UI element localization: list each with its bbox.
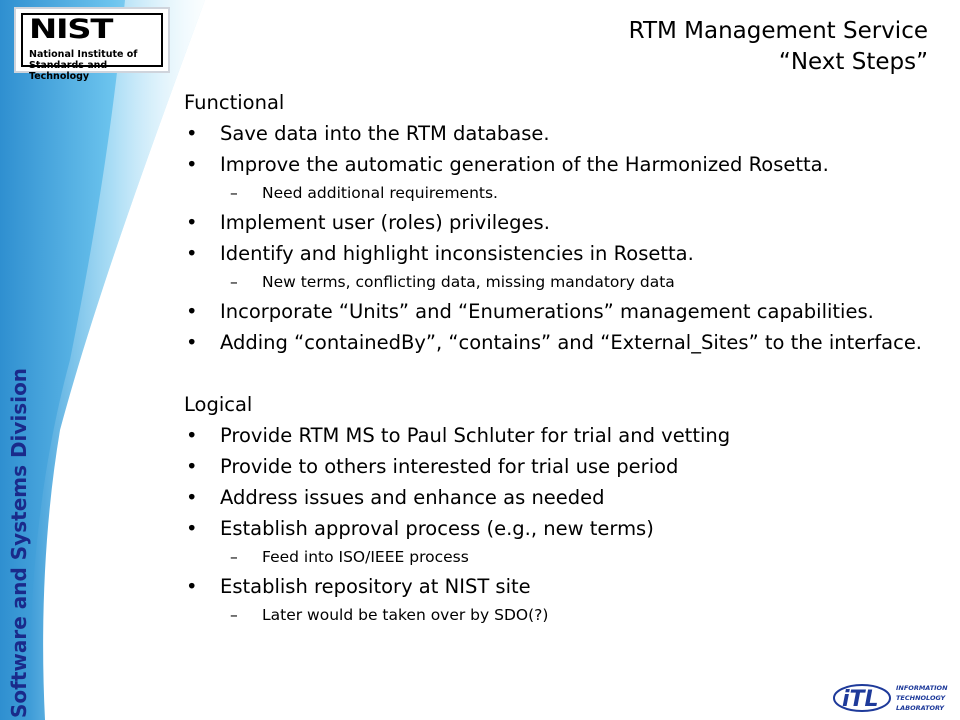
dash-glyph: – — [230, 548, 238, 566]
sub-bullet-text: New terms, conflicting data, missing mandatory data — [262, 273, 675, 291]
functional-heading: Functional — [184, 91, 285, 114]
bullet-text: Adding “containedBy”, “contains” and “External_Sites” to the interface. — [220, 331, 923, 354]
bullet-item — [184, 327, 960, 358]
bullet-item — [184, 118, 960, 149]
itl-logo-line-3: LABORATORY — [896, 704, 945, 712]
sub-bullet-item — [184, 180, 960, 207]
bullet-glyph: • — [186, 517, 198, 540]
itl-logo-line-2: TECHNOLOGY — [896, 694, 946, 702]
bullet-item — [184, 513, 960, 544]
bullet-glyph: • — [186, 455, 198, 478]
bullet-glyph: • — [186, 424, 198, 447]
bullet-text: Implement user (roles) privileges. — [220, 211, 550, 234]
bullet-glyph: • — [186, 486, 198, 509]
slide-title-line-2: “Next Steps” — [778, 49, 928, 75]
bullet-text: Provide RTM MS to Paul Schluter for trial and vetting — [220, 424, 731, 447]
section-spacer — [184, 358, 960, 390]
bullet-glyph: • — [186, 242, 198, 265]
bullet-item — [184, 149, 960, 180]
itl-logo-mark: iTL — [842, 687, 879, 712]
bullet-text: Establish approval process (e.g., new terms) — [220, 517, 654, 540]
slide-body — [184, 88, 960, 629]
logical-heading: Logical — [184, 393, 253, 416]
bullet-item — [184, 571, 960, 602]
bullet-glyph: • — [186, 575, 198, 598]
bullet-item — [184, 451, 960, 482]
itl-logo — [832, 680, 950, 714]
dash-glyph: – — [230, 273, 238, 291]
bullet-glyph: • — [186, 211, 198, 234]
bullet-text: Identify and highlight inconsistencies in Rosetta. — [220, 242, 694, 265]
division-label: Software and Systems Division — [7, 367, 31, 718]
nist-logo — [14, 7, 170, 82]
bullet-glyph: • — [186, 300, 198, 323]
bullet-item — [184, 482, 960, 513]
dash-glyph: – — [230, 606, 238, 624]
sub-bullet-text: Later would be taken over by SDO(?) — [262, 606, 549, 624]
slide-title-line-1: RTM Management Service — [628, 18, 928, 44]
bullet-text: Establish repository at NIST site — [220, 575, 531, 598]
nist-logo-mark: NIST — [29, 14, 113, 45]
bullet-glyph: • — [186, 331, 198, 354]
bullet-text: Incorporate “Units” and “Enumerations” management capabilities. — [220, 300, 874, 323]
bullet-text: Provide to others interested for trial use period — [220, 455, 679, 478]
sub-bullet-item — [184, 602, 960, 629]
bullet-item — [184, 420, 960, 451]
sub-bullet-item — [184, 544, 960, 571]
bullet-text: Address issues and enhance as needed — [220, 486, 605, 509]
slide-title — [629, 16, 928, 78]
bullet-text: Save data into the RTM database. — [220, 122, 550, 145]
itl-logo-line-1: INFORMATION — [896, 684, 948, 692]
sub-bullet-item — [184, 269, 960, 296]
bullet-glyph: • — [186, 153, 198, 176]
dash-glyph: – — [230, 184, 238, 202]
bullet-item — [184, 207, 960, 238]
nist-logo-subtitle: National Institute of Standards and Technology — [29, 49, 138, 82]
sub-bullet-text: Feed into ISO/IEEE process — [262, 548, 469, 566]
sub-bullet-text: Need additional requirements. — [262, 184, 498, 202]
bullet-item — [184, 238, 960, 269]
bullet-glyph: • — [186, 122, 198, 145]
bullet-item — [184, 296, 960, 327]
bullet-text: Improve the automatic generation of the Harmonized Rosetta. — [220, 153, 829, 176]
